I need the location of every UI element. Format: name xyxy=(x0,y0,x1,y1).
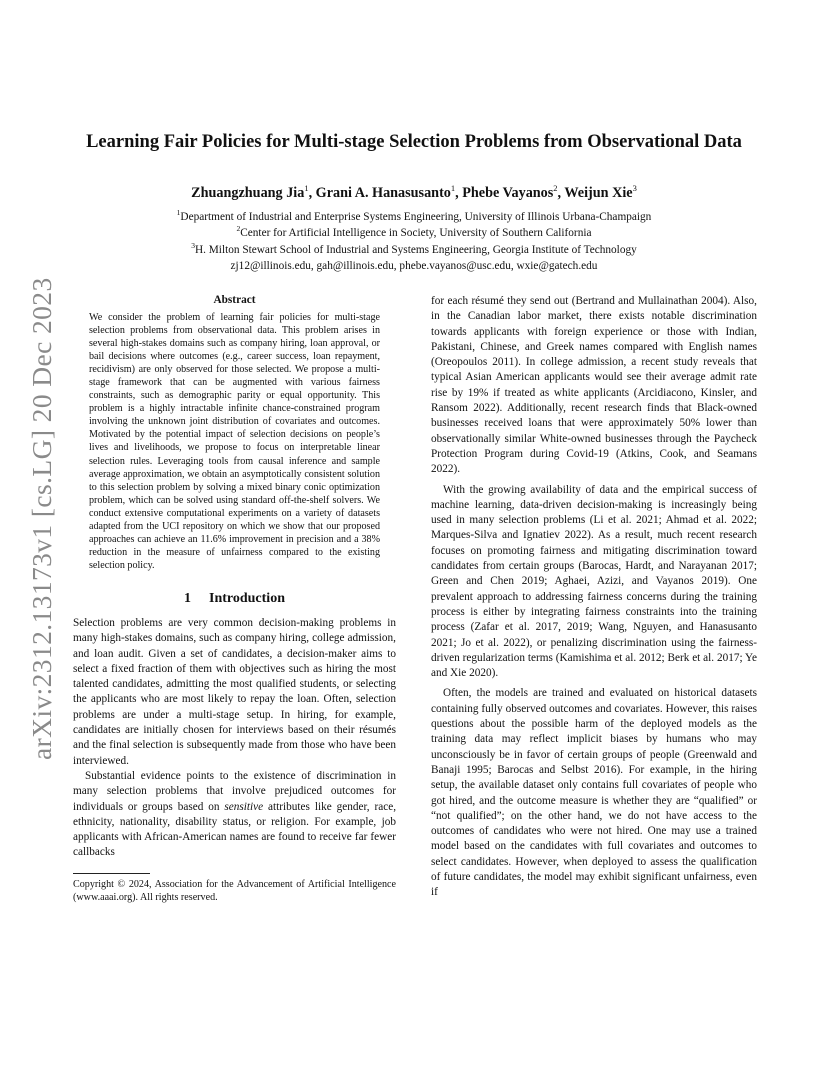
abstract-heading: Abstract xyxy=(213,294,256,306)
author-affiliation-mark: 1 xyxy=(304,183,309,193)
author-name: Phebe Vayanos xyxy=(462,185,554,201)
intro-paragraph-1: Selection problems are very common decision-making problems in many high-stakes domains, such as company hiring, college admission, and loan audit. Given a set of candidates, a decision-maker aims to select a fixed fraction of them with objectives such as hiring the most talented candidates, admitting the most qualified students, or selecting the applicants who are most likely to repay the loan. Often, selection problems are under a multi-stage setup. In hiring, for example, candidates are initially chosen for interviews based on their résumés and the final selection is subsequently made from those who have been interviewed. xyxy=(73,616,396,767)
right-column xyxy=(431,294,757,901)
author-name: Grani A. Hanasusanto xyxy=(315,185,451,201)
author-emails: zj12@illinois.edu, gah@illinois.edu, phebe.vayanos@usc.edu, wxie@gatech.edu xyxy=(230,259,598,272)
left-column xyxy=(73,294,396,904)
author-affiliation-mark: 1 xyxy=(450,183,456,193)
intro-paragraph-2: Substantial evidence points to the existence of discrimination in many selection problems that involve prejudiced outcomes for individuals or groups based on sensitive attributes like gender, race, ethnicity, nationality, disability status, or religion. For example, job applicants with African-American names are found to receive far fewer callbacks xyxy=(73,769,397,859)
copyright-footnote: Copyright © 2024, Association for the Advancement of Artificial Intelligence (www.aaai.org). All rights reserved. xyxy=(73,878,396,903)
author-affiliation-mark: 3 xyxy=(632,183,637,193)
affiliation-line: $^2$Center for Artificial Intelligence in Society, University of Southern California xyxy=(236,224,592,240)
body-paragraph-2: With the growing availability of data and the empirical success of machine learning, data-driven decision-making is increasingly being used in many selection problems (Li et al. 2021; Ahmad et al. 2022; Marques-Silva and Ignatiev 2022). As a result, much recent research focuses on promoting fairness and mitigating discrimination toward candidates from certain groups (Barocas, Hardt, and Narayanan 2017; Green and Chen 2019; Aghaei, Azizi, and Vayanos 2019). One prevalent approach to addressing fairness concerns during the training process is either by integrating fairness constraints into the training process (Zafar et al. 2017, 2019; Wang, Nguyen, and Hanasusanto 2021; Jo et al. 2022), or penalizing discrimination using the fairness-driven regularization terms (Kamishima et al. 2012; Berk et al. 2017; Ye and Xie 2020). xyxy=(431,483,757,680)
section-title: Introduction xyxy=(209,590,285,606)
author-name: Weijun Xie xyxy=(564,185,633,201)
affiliation-line: $^3$H. Milton Stewart School of Industrial and Systems Engineering, Georgia Institute of Technology xyxy=(191,240,637,256)
paper-title: Learning Fair Policies for Multi-stage Selection Problems from Observational Data xyxy=(86,132,742,152)
body-paragraph-1: for each résumé they send out (Bertrand and Mullainathan 2004). Also, in the Canadian labor market, there exists notable discrimination towards applicants with foreign experience or those with Indian, Pakistani, Chinese, and Greek names compared with English names (Oreopoulos 2011). In college admission, a recent study reveals that typical Asian American applicants would see their average admit rate rise by 19% if treated as white applicants (Arcidiacono, Kinsler, and Ransom 2022). Additionally, recent research finds that Black-owned businesses received loans that were approximately 50% lower than observationally similar White-owned businesses through the Paycheck Protection Program during Covid-19 (Atkins, Cook, and Seamans 2022). xyxy=(431,295,757,476)
author-list: Zhuangzhuang Jia$^1$, Grani A. Hanasusanto$^1$, Phebe Vayanos$^2$, Weijun Xie$^3$ xyxy=(191,183,637,201)
footnote-divider xyxy=(73,873,150,874)
abstract-text: We consider the problem of learning fair policies for multi-stage selection problems from observational data. This problem arises in several high-stakes domains such as company hiring, loan approval, or bail decisions where outcomes (e.g., career success, loan repayment, recidivism) are only observed for those selected. We propose a multi-stage framework that can be augmented with various fairness constraints, such as demographic parity or equal opportunity. This problem is a highly intractable infinite chance-constrained program involving the unknown joint distribution of covariates and outcomes. Motivated by the potential impact of selection decisions on people’s lives and livelihoods, we propose to focus on interpretable linear selection rules. Leveraging tools from causal inference and sample average approximation, we obtain an asymptotically consistent solution to this selection problem by solving a mixed binary conic optimization problem, which can be solved using standard off-the-shelf solvers. We conduct extensive computational experiments on a variety of datasets adapted from the UCI repository on which we show that our proposed approaches can achieve an 11.6% improvement in precision and a 38% reduction in the measure of unfairness compared to the existing selection policy. xyxy=(89,312,380,571)
section-heading-introduction xyxy=(73,590,396,608)
affiliation-line: $^1$Department of Industrial and Enterprise Systems Engineering, University of Illinois Urbana-Champaign xyxy=(176,208,652,223)
emphasis-sensitive: sensitive xyxy=(224,800,264,813)
arxiv-identifier: arXiv:2312.13173v1 [cs.LG] 20 Dec 2023 xyxy=(26,277,57,760)
author-affiliation-mark: 2 xyxy=(553,183,558,193)
body-paragraph-3: Often, the models are trained and evaluated on historical datasets containing fully observed outcomes and covariates. However, this raises questions about the possible harm of the deployed models as the training data may reflect implicit biases by humans who may unconsciously be in favor of certain groups of people (Greenwald and Banaji 1995; Barocas and Selbst 2016). For example, in the hiring setup, the available dataset only contains full covariates of people who got hired, and the outcome measure is whether they are “qualified” or “not qualified”; on the other hand, we do not have access to the outcomes of candidates who were not hired. One may use a trained model based on the candidates with full covariates and outcomes to select candidates. However, when deployed to assess the qualification of future candidates, the model may exhibit significant unfairness, even if xyxy=(431,687,757,899)
section-number: 1 xyxy=(184,590,191,606)
author-name: Zhuangzhuang Jia xyxy=(191,185,305,201)
affiliations xyxy=(70,209,758,274)
